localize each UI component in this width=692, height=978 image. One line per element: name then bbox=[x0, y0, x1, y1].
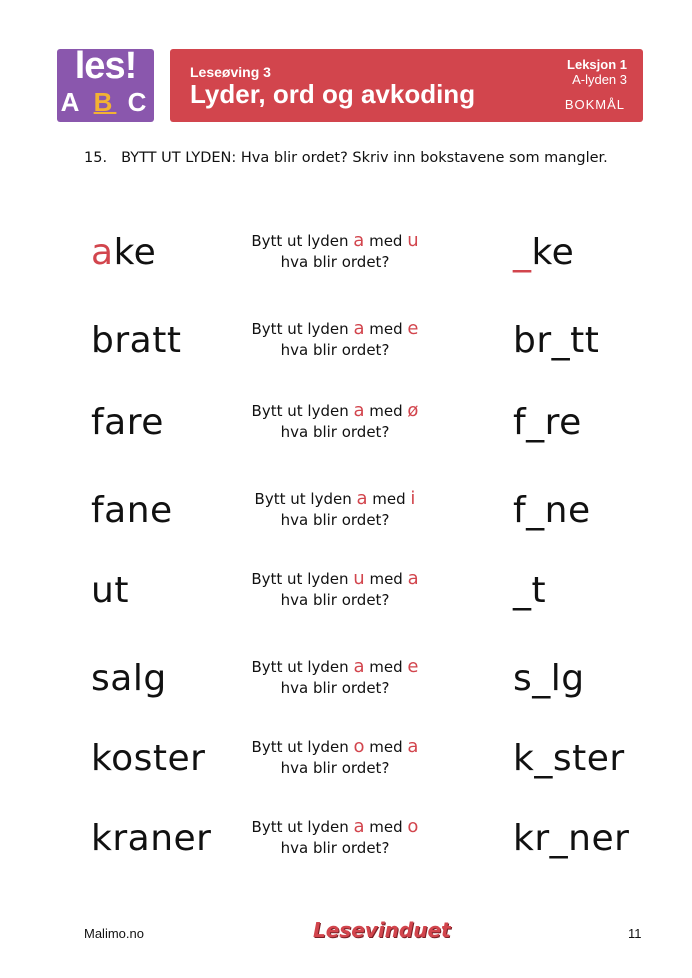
sound-label: A-lyden 3 bbox=[572, 72, 627, 87]
from-letter: a bbox=[353, 230, 365, 251]
header-subtitle: Leseøving 3 bbox=[190, 64, 271, 80]
answer-blank-word[interactable]: f_re bbox=[513, 402, 582, 443]
swap-instruction bbox=[230, 230, 440, 273]
exercise-row bbox=[0, 812, 692, 872]
lesevinduet-logo: Lesevinduet bbox=[313, 918, 451, 942]
swap-instruction-line2: hva blir ordet? bbox=[280, 341, 390, 359]
swap-instruction-line2: hva blir ordet? bbox=[280, 591, 390, 609]
to-letter: i bbox=[410, 488, 416, 509]
answer-blank-word[interactable]: _t bbox=[513, 570, 547, 611]
exercise-number: 15. bbox=[84, 150, 108, 166]
to-letter: e bbox=[407, 318, 419, 339]
to-letter: o bbox=[407, 816, 419, 837]
swap-instruction-line2: hva blir ordet? bbox=[280, 759, 390, 777]
exercise-row bbox=[0, 732, 692, 792]
source-word: kraner bbox=[91, 818, 212, 859]
from-letter: u bbox=[353, 568, 365, 589]
to-letter: e bbox=[407, 656, 419, 677]
from-letter: a bbox=[353, 400, 365, 421]
logo-letter-b: B bbox=[93, 87, 117, 117]
source-word: koster bbox=[91, 738, 206, 779]
swap-instruction bbox=[230, 816, 440, 859]
source-word: fane bbox=[91, 490, 173, 531]
page-title: Lyder, ord og avkoding bbox=[190, 79, 476, 109]
swap-instruction-line2: hva blir ordet? bbox=[280, 839, 390, 857]
swap-instruction bbox=[230, 318, 440, 361]
exercise-row bbox=[0, 396, 692, 456]
swap-instruction-line1: Bytt ut lyden o med a bbox=[251, 736, 419, 757]
from-letter: a bbox=[353, 318, 365, 339]
answer-blank-word[interactable]: s_lg bbox=[513, 658, 585, 699]
source-word: ut bbox=[91, 570, 129, 611]
swap-instruction-line1: Bytt ut lyden a med e bbox=[251, 318, 419, 339]
source-word: salg bbox=[91, 658, 167, 699]
swap-instruction-line1: Bytt ut lyden u med a bbox=[251, 568, 419, 589]
swap-instruction bbox=[230, 488, 440, 531]
from-letter: o bbox=[353, 736, 365, 757]
word-rest: ke bbox=[113, 232, 157, 273]
exercise-row bbox=[0, 652, 692, 712]
swap-instruction bbox=[230, 736, 440, 779]
answer-blank[interactable]: _ bbox=[513, 232, 532, 273]
exercise-row bbox=[0, 314, 692, 374]
to-letter: ø bbox=[407, 400, 419, 421]
lesson-label: Leksjon 1 bbox=[567, 57, 627, 72]
from-letter: a bbox=[353, 656, 365, 677]
exercise-text: BYTT UT LYDEN: Hva blir ordet? Skriv inn bokstavene som mangler. bbox=[121, 150, 608, 166]
swap-instruction-line2: hva blir ordet? bbox=[280, 423, 390, 441]
source-word: fare bbox=[91, 402, 164, 443]
answer-blank-word[interactable]: k_ster bbox=[513, 738, 625, 779]
header-banner bbox=[170, 49, 643, 122]
to-letter: u bbox=[407, 230, 419, 251]
swap-instruction-line2: hva blir ordet? bbox=[280, 511, 390, 529]
swap-instruction-line1: Bytt ut lyden a med ø bbox=[251, 400, 419, 421]
answer-blank-word[interactable]: _ke bbox=[513, 232, 575, 273]
swap-instruction-line1: Bytt ut lyden a med e bbox=[251, 656, 419, 677]
swap-instruction-line1: Bytt ut lyden a med u bbox=[251, 230, 419, 251]
footer-site: Malimo.no bbox=[84, 926, 144, 941]
to-letter: a bbox=[407, 736, 419, 757]
logo-abc-letters bbox=[57, 87, 154, 118]
exercise-instruction bbox=[84, 150, 608, 166]
language-label: BOKMÅL bbox=[564, 97, 625, 112]
logo-les-text: les! bbox=[74, 45, 137, 87]
exercise-row bbox=[0, 564, 692, 624]
exercise-row bbox=[0, 226, 692, 286]
swap-instruction-line1: Bytt ut lyden a med o bbox=[251, 816, 419, 837]
swap-instruction bbox=[230, 400, 440, 443]
swap-instruction-line2: hva blir ordet? bbox=[280, 679, 390, 697]
swap-instruction-line2: hva blir ordet? bbox=[280, 253, 390, 271]
answer-blank-word[interactable]: f_ne bbox=[513, 490, 591, 531]
highlighted-letter: a bbox=[91, 232, 114, 273]
answer-blank-word[interactable]: kr_ner bbox=[513, 818, 630, 859]
source-word: bratt bbox=[91, 320, 182, 361]
logo-letter-a: A bbox=[60, 87, 83, 117]
exercise-row bbox=[0, 484, 692, 544]
swap-instruction bbox=[230, 568, 440, 611]
to-letter: a bbox=[407, 568, 419, 589]
page-number: 11 bbox=[628, 926, 642, 941]
logo-letter-c: C bbox=[127, 87, 151, 117]
swap-instruction-line1: Bytt ut lyden a med i bbox=[254, 488, 416, 509]
from-letter: a bbox=[356, 488, 368, 509]
answer-blank-word[interactable]: br_tt bbox=[513, 320, 600, 361]
source-word bbox=[91, 232, 156, 273]
from-letter: a bbox=[353, 816, 365, 837]
les-abc-logo bbox=[57, 45, 154, 122]
swap-instruction bbox=[230, 656, 440, 699]
